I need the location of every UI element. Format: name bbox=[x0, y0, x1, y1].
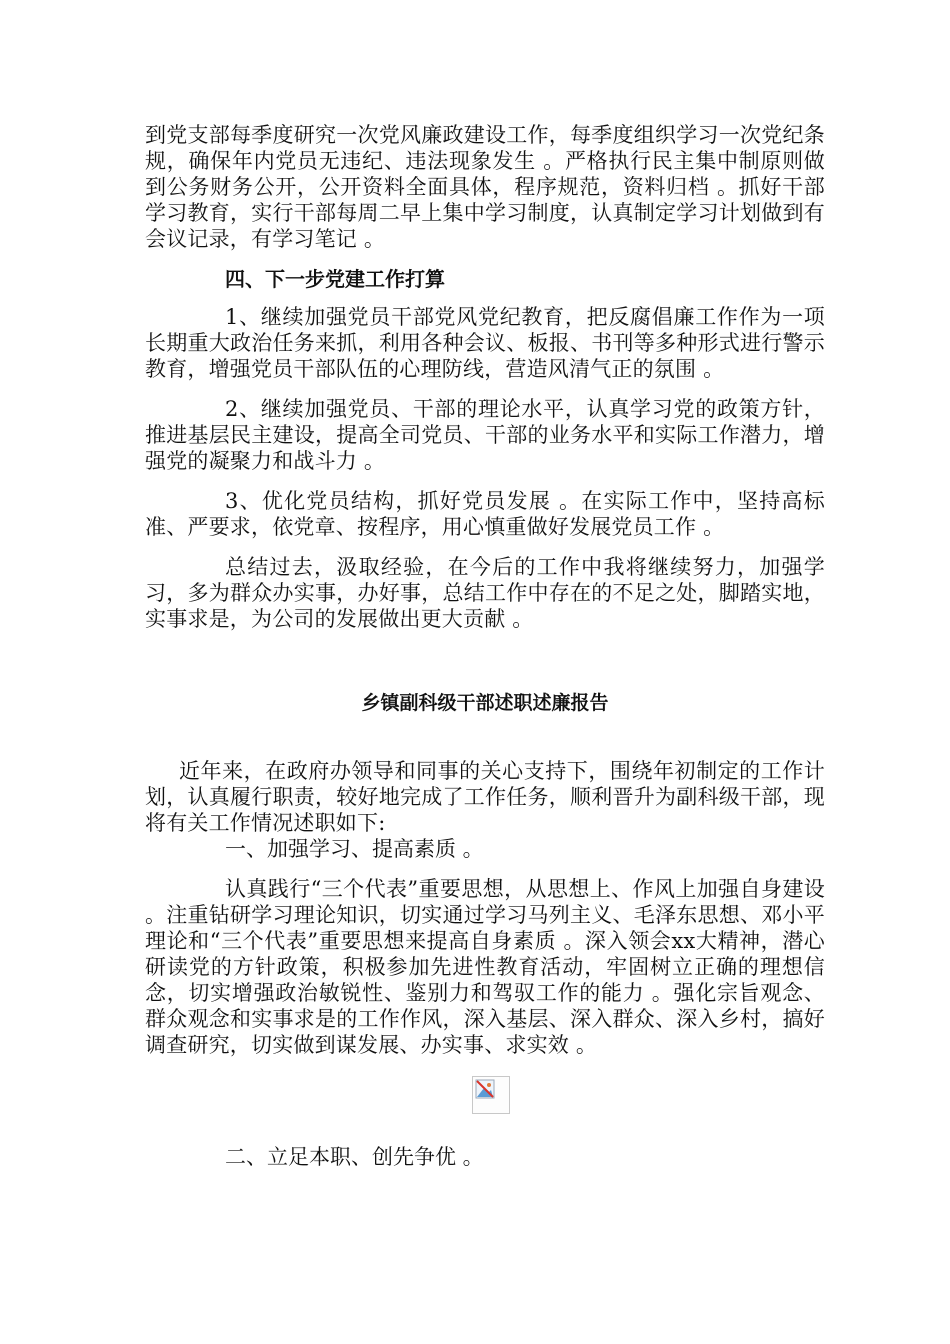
list-item-1: 1、继续加强党员干部党风党纪教育，把反腐倡廉工作作为一项长期重大政治任务来抓，利用各种会议、板报、书刊等多种形式进行警示教育，增强党员干部队伍的心理防线，营造风清气正的氛围 。 bbox=[145, 305, 825, 381]
report-intro: 近年来，在政府办领导和同事的关心支持下，围绕年初制定的工作计划，认真履行职责，较好地完成了工作任务，顺利晋升为副科级干部，现将有关工作情况述职如下: bbox=[145, 759, 825, 835]
section-heading-duty: 二、立足本职、创先争优 。 bbox=[225, 1145, 484, 1169]
report-title: 乡镇副科级干部述职述廉报告 bbox=[361, 692, 609, 714]
document-page bbox=[145, 122, 825, 1170]
section-heading-next-steps: 四、下一步党建工作打算 bbox=[225, 267, 445, 291]
list-item-3: 3、优化党员结构，抓好党员发展 。在实际工作中，坚持高标准、严要求，依党章、按程序，用心慎重做好发展党员工作 。 bbox=[145, 489, 825, 539]
broken-image-icon bbox=[472, 1076, 510, 1114]
image-placeholder bbox=[145, 1076, 825, 1116]
section-body-study: 认真践行“三个代表”重要思想，从思想上、作风上加强自身建设 。注重钻研学习理论知识，切实通过学习马列主义、毛泽东思想、邓小平理论和“三个代表”重要思想来提高自身素质 。深入领会xx大精神，潜心研读党的方针政策，积极参加先进性教育活动，牢固树立正确的理想信念，切实增强政治敏锐性、鉴别力和驾驭工作的能力 。强化宗旨观念、群众观念和实事求是的工作作风，深入基层、深入群众、深入乡村，搞好调查研究，切实做到谋发展、办实事、求实效 。 bbox=[145, 877, 825, 1057]
paragraph-party-branch: 到党支部每季度研究一次党风廉政建设工作，每季度组织学习一次党纪条规，确保年内党员无违纪、违法现象发生 。严格执行民主集中制原则做到公务财务公开，公开资料全面具体，程序规范，资料归档 。抓好干部学习教育，实行干部每周二早上集中学习制度，认真制定学习计划做到有会议记录，有学习笔记 。 bbox=[145, 123, 825, 251]
summary-paragraph: 总结过去，汲取经验，在今后的工作中我将继续努力，加强学习，多为群众办实事，办好事，总结工作中存在的不足之处，脚踏实地，实事求是，为公司的发展做出更大贡献 。 bbox=[145, 555, 825, 631]
list-item-2: 2、继续加强党员、干部的理论水平，认真学习党的政策方针，推进基层民主建设，提高全司党员、干部的业务水平和实际工作潜力，增强党的凝聚力和战斗力 。 bbox=[145, 397, 825, 473]
section-heading-study: 一、加强学习、提高素质 。 bbox=[225, 837, 484, 861]
